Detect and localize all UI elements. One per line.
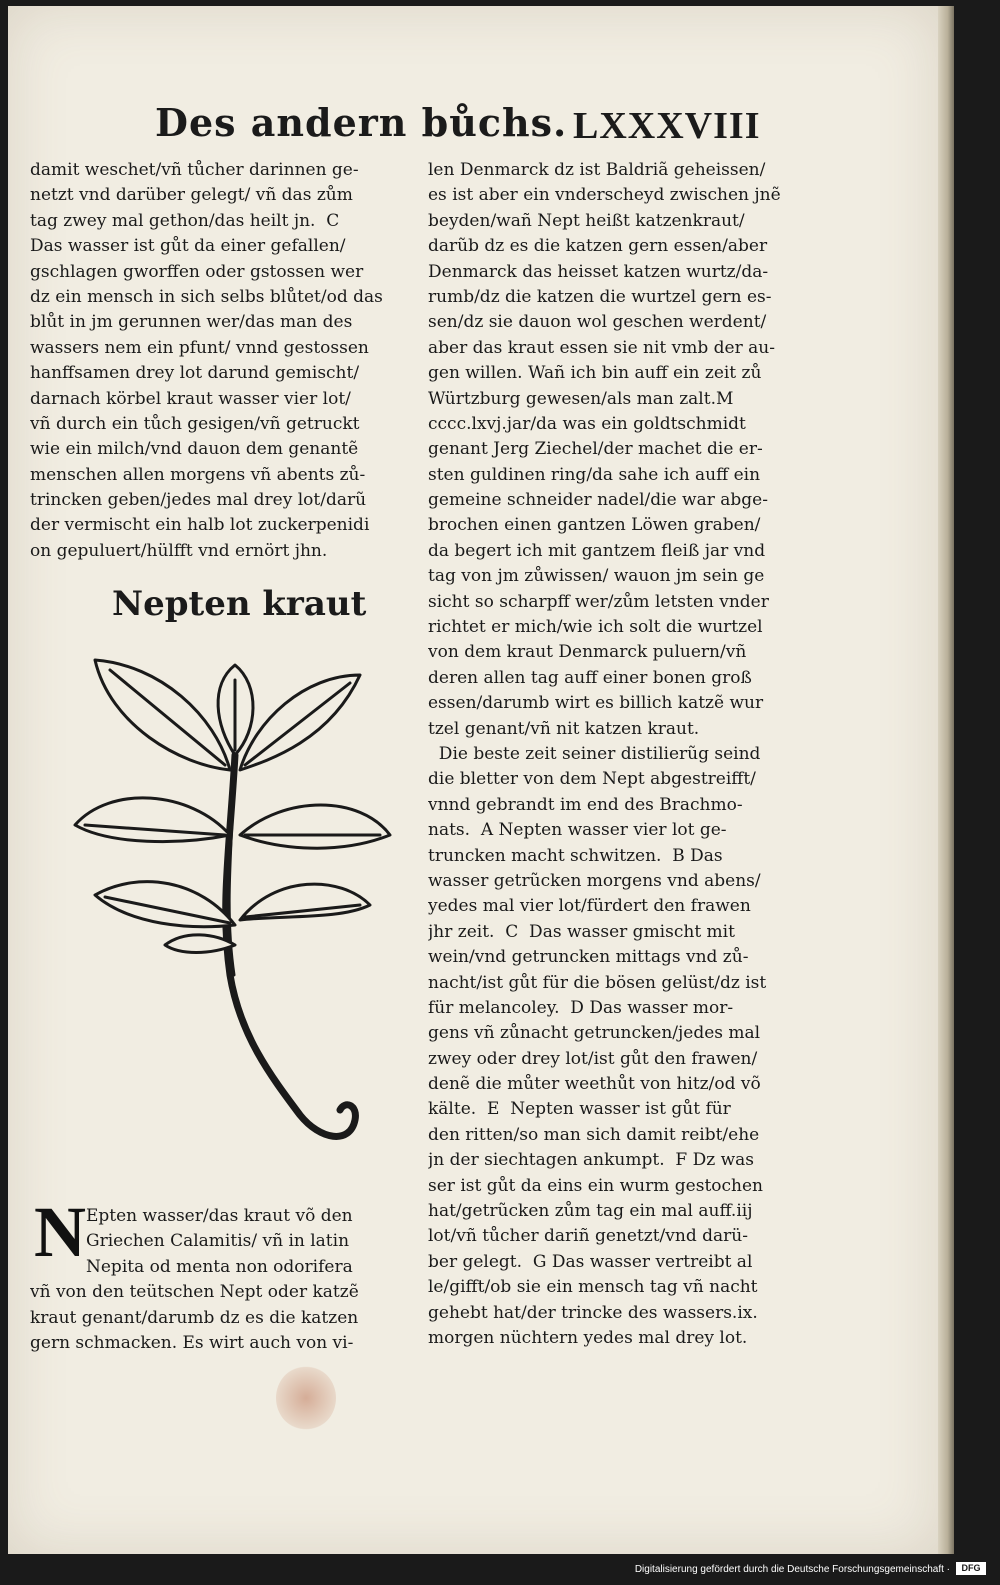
text-line: netzt vnd darüber gelegt/ vñ das zům [30,185,353,206]
right-column [428,158,808,1351]
folio-number: LXXXVIII [573,105,761,147]
text-line: beyden/wañ Nept heißt katzenkraut/ [428,210,745,231]
text-line: trincken geben/jedes mal drey lot/darũ [30,490,367,511]
text-line: cccc.lxvj.jar/da was ein goldtschmidt [428,413,746,434]
text-line: ber gelegt. G Das wasser vertreibt al [428,1251,753,1272]
text-line: damit weschet/vñ tůcher darinnen ge‐ [30,160,359,180]
text-line: gehebt hat/der trincke des wassers.ix. [428,1302,758,1323]
text-line: wassers nem ein pfunt/ vnnd gestossen [30,337,369,358]
text-line: kälte. E Nepten wasser ist gůt für [428,1099,731,1120]
page-edge [938,6,954,1554]
text-line: sen/dz sie dauon wol geschen werdent/ [428,312,767,333]
text-line: jhr zeit. C Das wasser gmischt mit [428,921,735,942]
text-line: die bletter von dem Nept abgestreifft/ [428,769,756,790]
text-line: yedes mal vier lot/fürdert den frawen [428,896,751,917]
text-line: Griechen Calamitis/ vñ in latin [86,1231,350,1252]
text-line: denẽ die můter weethůt von hitz/od võ [428,1074,761,1095]
text-line: darũb dz es die katzen gern essen/aber [428,236,768,257]
text-line: gemeine schneider nadel/die war abge‐ [428,490,768,511]
running-head: Des andern bůchs. [155,100,568,145]
paper-stain [276,1366,336,1430]
text-line: gern schmacken. Es wirt auch von vi‐ [30,1332,354,1353]
text-line: zwey oder drey lot/ist gůt den frawen/ [428,1048,758,1069]
text-line: von dem kraut Denmarck puluern/vñ [428,642,747,663]
text-line: Nepita od menta non odorifera [86,1256,353,1277]
text-line: Die beste zeit seiner distilierũg seind [428,743,761,764]
text-line: wein/vnd getruncken mittags vnd zů‐ [428,947,749,968]
dfg-logo: DFG [956,1562,986,1575]
text-line: essen/darumb wirt es billich katzẽ wur [428,693,764,714]
text-line: Denmarck das heisset katzen wurtz/da‐ [428,261,769,282]
text-line: ser ist gůt da eins ein wurm gestochen [428,1175,763,1196]
plant-woodcut [70,645,410,1155]
text-line: hanffsamen drey lot darund gemischt/ [30,363,360,384]
text-line: der vermischt ein halb lot zuckerpenidi [30,515,370,536]
text-line: jn der siechtagen ankumpt. F Dz was [428,1150,755,1171]
text-line: da begert ich mit gantzem fleiß jar vnd [428,540,766,561]
text-line: nacht/ist gůt für die bösen gelüst/dz ist [428,972,767,993]
left-column-bottom [30,1204,415,1356]
text-line: truncken macht schwitzen. B Das [428,845,723,866]
text-line: nats. A Nepten wasser vier lot ge‐ [428,820,727,841]
text-line: für melancoley. D Das wasser mor‐ [428,997,734,1018]
text-line: wie ein milch/vnd dauon dem genantẽ [30,439,359,460]
decorated-initial: N [34,1192,86,1272]
text-line: dz ein mensch in sich selbs blůtet/od das [30,286,383,307]
text-line: aber das kraut essen sie nit vmb der au‐ [428,337,775,358]
text-line: sicht so scharpff wer/zům letsten vnder [428,591,769,612]
text-line: tag zwey mal gethon/das heilt jn. C [30,210,340,231]
text-line: vnnd gebrandt im end des Brachmo‐ [428,794,743,815]
text-line: Würtzburg gewesen/als man zalt.M [428,388,734,409]
text-line: Das wasser ist gůt da einer gefallen/ [30,236,346,257]
text-line: blůt in jm gerunnen wer/das man des [30,312,353,333]
text-line: len Denmarck dz ist Baldriã geheissen/ [428,160,766,180]
left-column-top [30,158,415,564]
text-line: tag von jm zůwissen/ wauon jm sein ge [428,566,765,587]
text-line: Epten wasser/das kraut võ den [86,1206,353,1226]
text-line: le/gifft/ob sie ein mensch tag vñ nacht [428,1277,758,1298]
text-line: deren allen tag auff einer bonen groß [428,667,752,688]
text-line: vñ von den teütschen Nept oder katzẽ [30,1282,359,1303]
text-line: gen willen. Wañ ich bin auff ein zeit zů [428,363,762,384]
funding-credit: Digitalisierung gefördert durch die Deutsche Forschungsgemeinschaft · [634,1564,950,1575]
text-line: wasser getrũcken morgens vnd abens/ [428,870,761,891]
text-line: genant Jerg Ziechel/der machet die er‐ [428,439,763,460]
text-line: gschlagen gworffen oder gstossen wer [30,261,364,282]
text-line: morgen nüchtern yedes mal drey lot. [428,1327,748,1348]
text-line: rumb/dz die katzen die wurtzel gern es‐ [428,286,772,307]
text-line: hat/getrũcken zům tag ein mal auff.iij [428,1201,753,1222]
text-line: vñ durch ein tůch gesigen/vñ getruckt [30,413,360,434]
text-line: richtet er mich/wie ich solt die wurtzel [428,617,763,638]
text-line: den ritten/so man sich damit reibt/ehe [428,1124,760,1145]
text-line: tzel genant/vñ nit katzen kraut. [428,718,700,739]
text-line: menschen allen morgens vñ abents zů‐ [30,464,366,485]
text-line: lot/vñ tůcher dariñ genetzt/vnd darü‐ [428,1226,748,1247]
text-line: gens vñ zůnacht getruncken/jedes mal [428,1023,761,1044]
text-line: sten guldinen ring/da sahe ich auff ein [428,464,761,485]
text-line: darnach körbel kraut wasser vier lot/ [30,388,351,409]
text-line: on gepuluert/hülfft vnd ernört jhn. [30,540,328,561]
text-line: brochen einen gantzen Löwen graben/ [428,515,761,536]
text-line: kraut genant/darumb dz es die katzen [30,1307,359,1328]
text-line: es ist aber ein vnderscheyd zwischen jnẽ [428,185,781,206]
section-heading: Nepten kraut [112,584,367,624]
